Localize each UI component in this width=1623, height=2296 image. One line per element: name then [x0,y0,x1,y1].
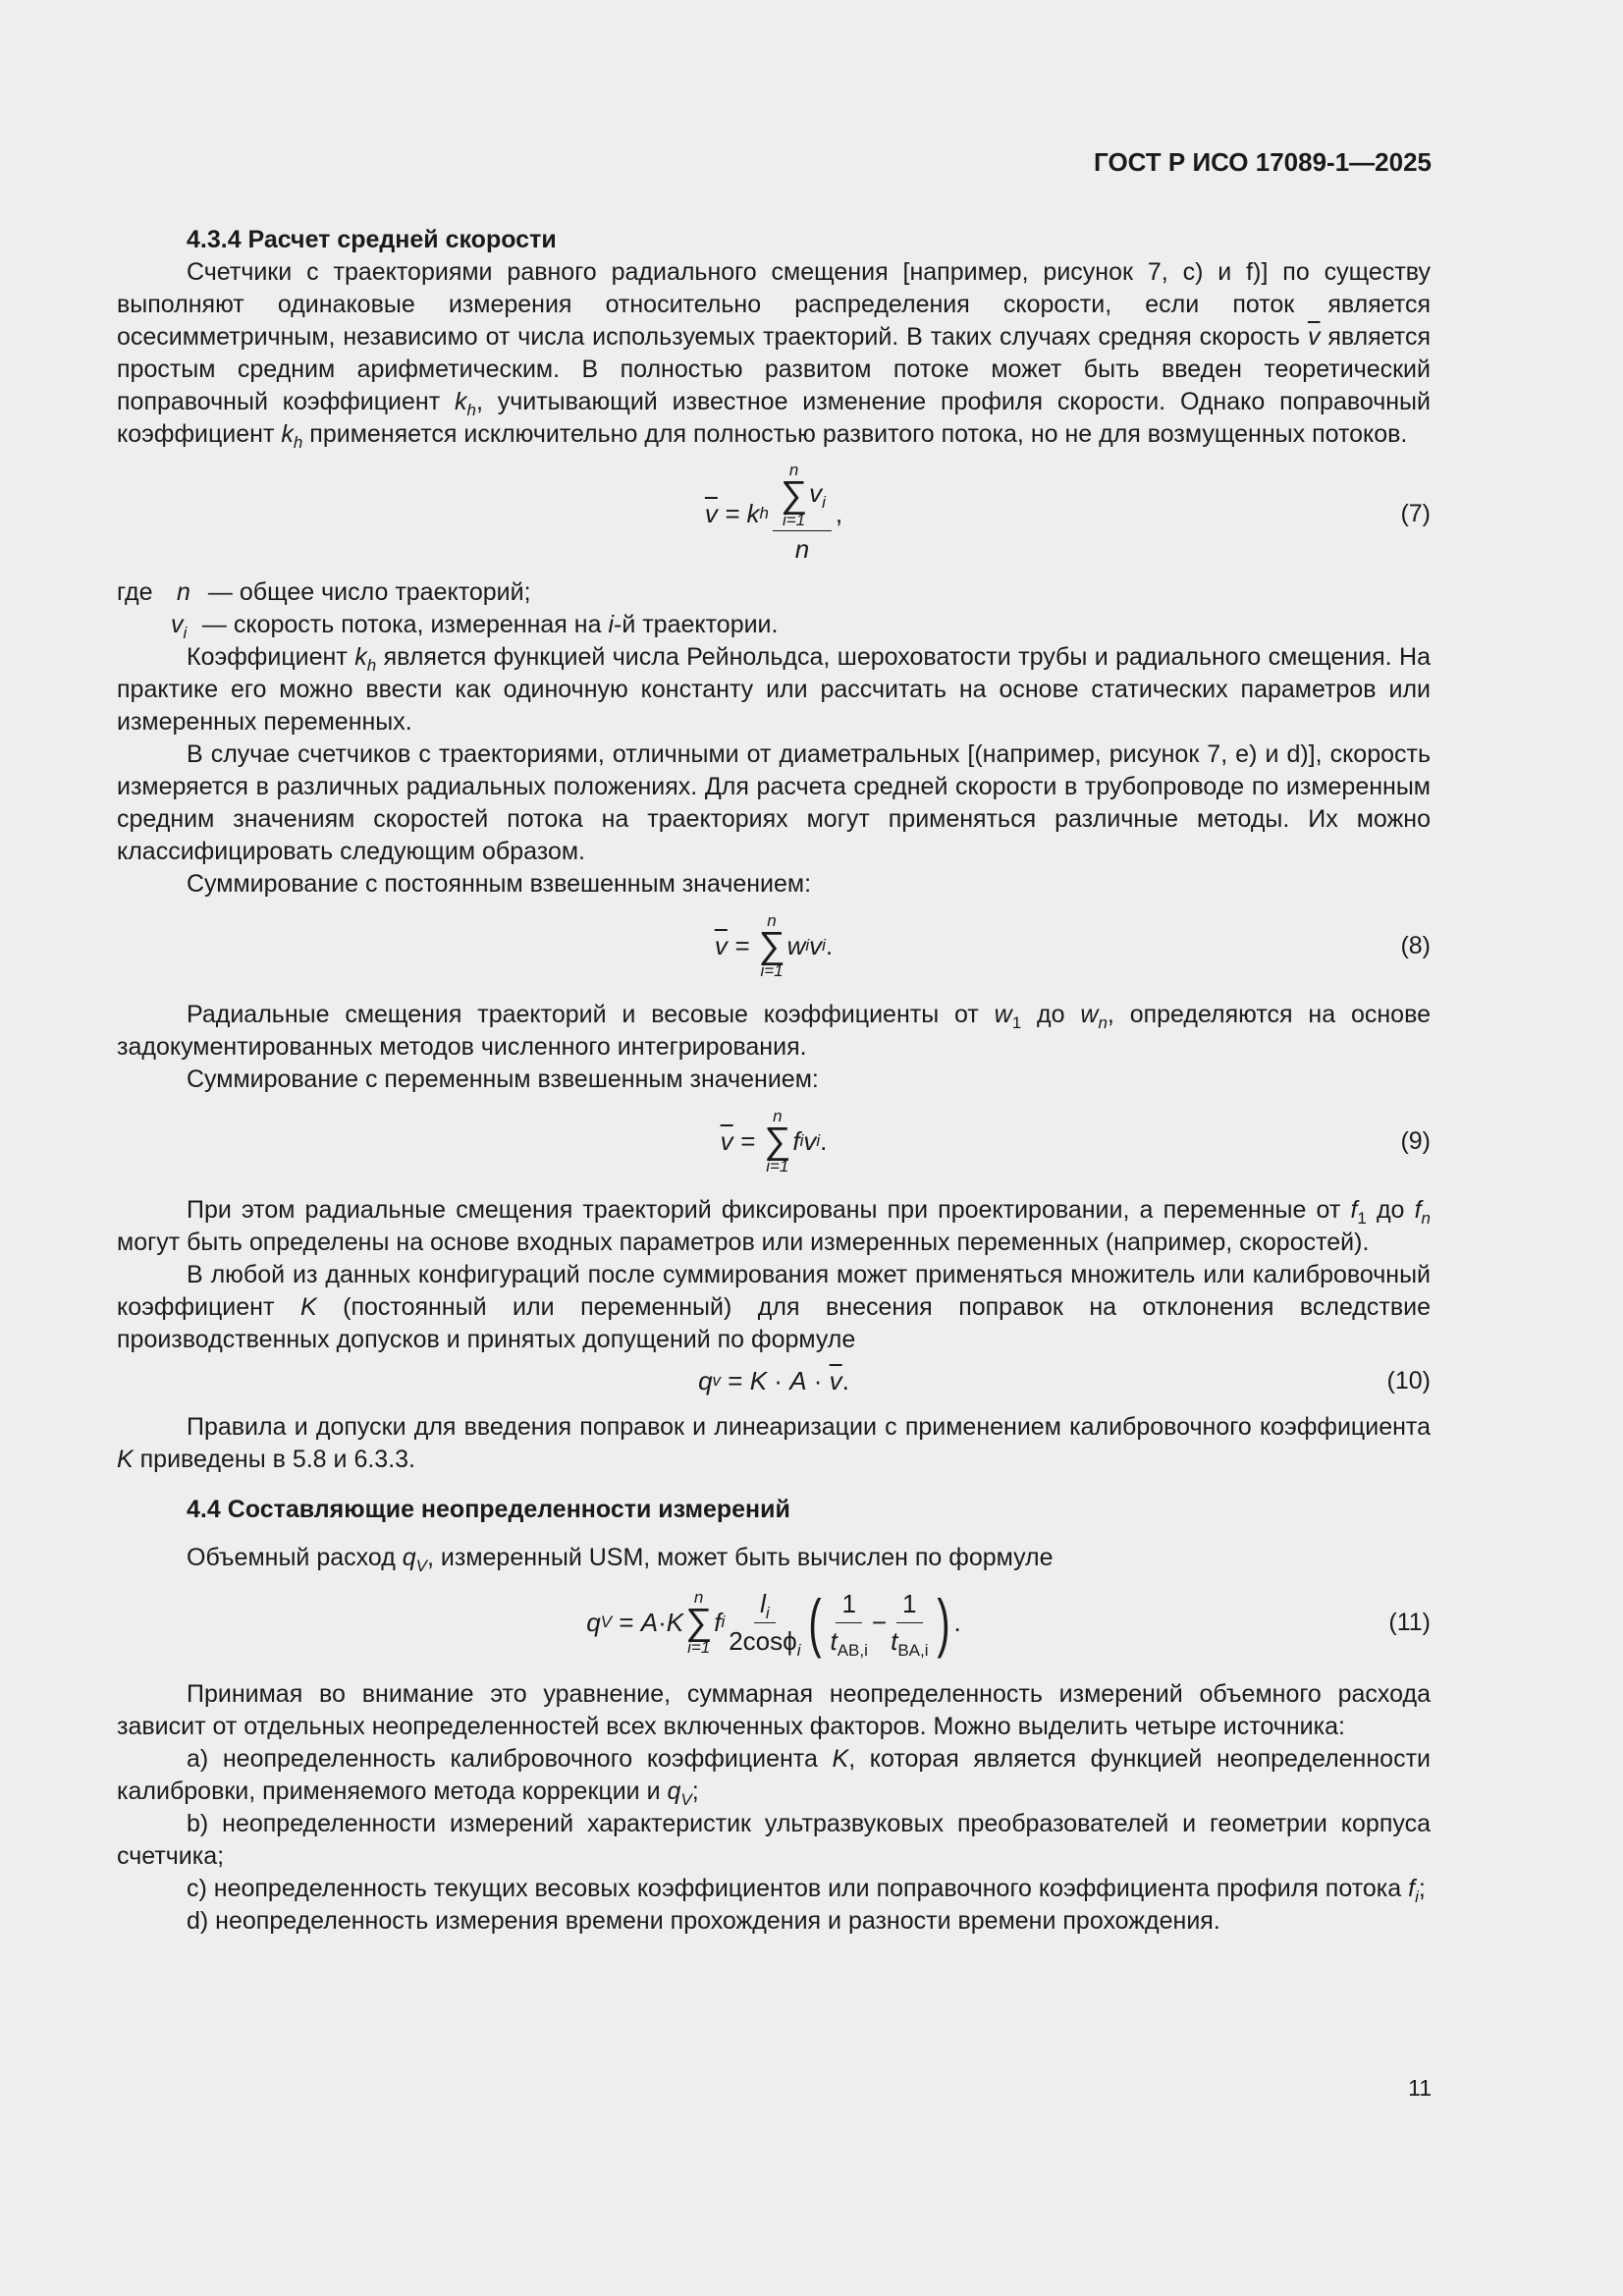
paragraph: Принимая во внимание это уравнение, суммарная неопределенность измерений объемного расхода зависит от отдельных неопределенностей всех включенных факторов. Можно выделить четыре источника: [117,1680,1431,1740]
paragraph: В случае счетчиков с траекториями, отличными от диаметральных [(например, рисунок 7, е) и d)], скорость измеряется в различных радиальных положениях. Для расчета средней скорости в трубопроводе по измеренным средним значениям скоростей потока на траекториях могут применяться различные методы. Их можно классифицировать следующим образом. [117,740,1431,865]
formula-9: $\overline{v}$ = n ∑ i=1 f i v i . (9) [720,1107,1431,1175]
paragraph: Объемный расход $q_V$, измеренный USM, может быть вычислен по формуле [187,1544,1054,1575]
section-heading-4-3-4: 4.3.4 Расчет средней скорости [187,226,557,253]
equation-number: (10) [1386,1366,1431,1394]
formula-10: q v = K · A · $\overline{v}$ . (10) [698,1365,1431,1395]
paragraph: При этом радиальные смещения траекторий фиксированы при проектировании, а переменные от $f_1$ до $f_n$ могут быть определены на основе входных параметров или измеренных переменных (например, скоростей). [117,1196,1432,1256]
page-number: 11 [1408,2075,1432,2101]
paragraph: Коэффициент $k_h$ является функцией числа Рейнольдса, шероховатости трубы и радиального смещения. На практике его можно ввести как одиночную константу или рассчитать на основе статических параметров или измеренных переменных. [117,643,1432,736]
page-content [117,224,1431,1938]
equation-number: (7) [1400,499,1431,527]
where-list: где n — общее число траекторий; $v_i$ — скорость потока, измеренная на i-й траектории. [117,578,779,642]
paragraph: Счетчики с траекториями равного радиального смещения [например, рисунок 7, с) и f)] по существу выполняют одинаковые измерения относительно распределения скорости, если поток является осесимметричным, независимо от числа используемых траекторий. В таких случаях средняя скорость $\overline{v}$ является простым средним арифметическим. В полностью развитом потоке может быть введен теоретический поправочный коэффициент $k_h$, учитывающий известное изменение профиля скорости. Однако поправочный коэффициент $k_h$ применяется исключительно для полностью развитого потока, но не для возмущенных потоков. [117,258,1431,452]
document-id: ГОСТ Р ИСО 17089-1—2025 [1094,147,1432,177]
list-item-c: с) неопределенность текущих весовых коэффициентов или поправочного коэффициента профиля потока $f_i$; [187,1875,1426,1906]
formula-8: $\overline{v}$ = n ∑ i=1 w i v i . (8) [714,911,1431,980]
paragraph: Правила и допуски для введения поправок и линеаризации с применением калибровочного коэффициента K приведены в 5.8 и 6.3.3. [117,1413,1431,1473]
list-item-b: b) неопределенности измерений характеристик ультразвуковых преобразователей и геометрии корпуса счетчика; [117,1810,1431,1870]
equation-number: (8) [1400,931,1431,959]
formula-11: q V = A · K n ∑ i=1 f i $\frac{l_i}{2\cos\phi_i}$ ( $\frac{1}{t_{AB,i}}$ − $\frac{1}{t_{BA,i}}$ ) . (11) [586,1586,1431,1660]
formula-7: $\overline{v}$ = k h n ∑ i=1 $v_i$ n , (7) [704,461,1431,564]
list-item-d: d) неопределенность измерения времени прохождения и разности времени прохождения. [187,1907,1220,1935]
equation-number: (11) [1388,1608,1431,1636]
paragraph: В любой из данных конфигураций после суммирования может применяться множитель или калибровочный коэффициент K (постоянный или переменный) для внесения поправок на отклонения вследствие производственных допусков и принятых допущений по формуле [117,1261,1431,1353]
section-heading-4-4: 4.4 Составляющие неопределенности измерений [187,1496,790,1523]
paragraph: Суммирование с постоянным взвешенным значением: [187,870,812,898]
paragraph: Суммирование с переменным взвешенным значением: [187,1066,819,1093]
list-item-a: а) неопределенность калибровочного коэффициента K, которая является функцией неопределенности калибровки, применяемого метода коррекции и $q_V$; [117,1745,1431,1809]
equation-number: (9) [1400,1126,1431,1155]
paragraph: Радиальные смещения траекторий и весовые коэффициенты от $w_1$ до $w_n$, определяются на основе задокументированных методов численного интегрирования. [117,1001,1431,1061]
